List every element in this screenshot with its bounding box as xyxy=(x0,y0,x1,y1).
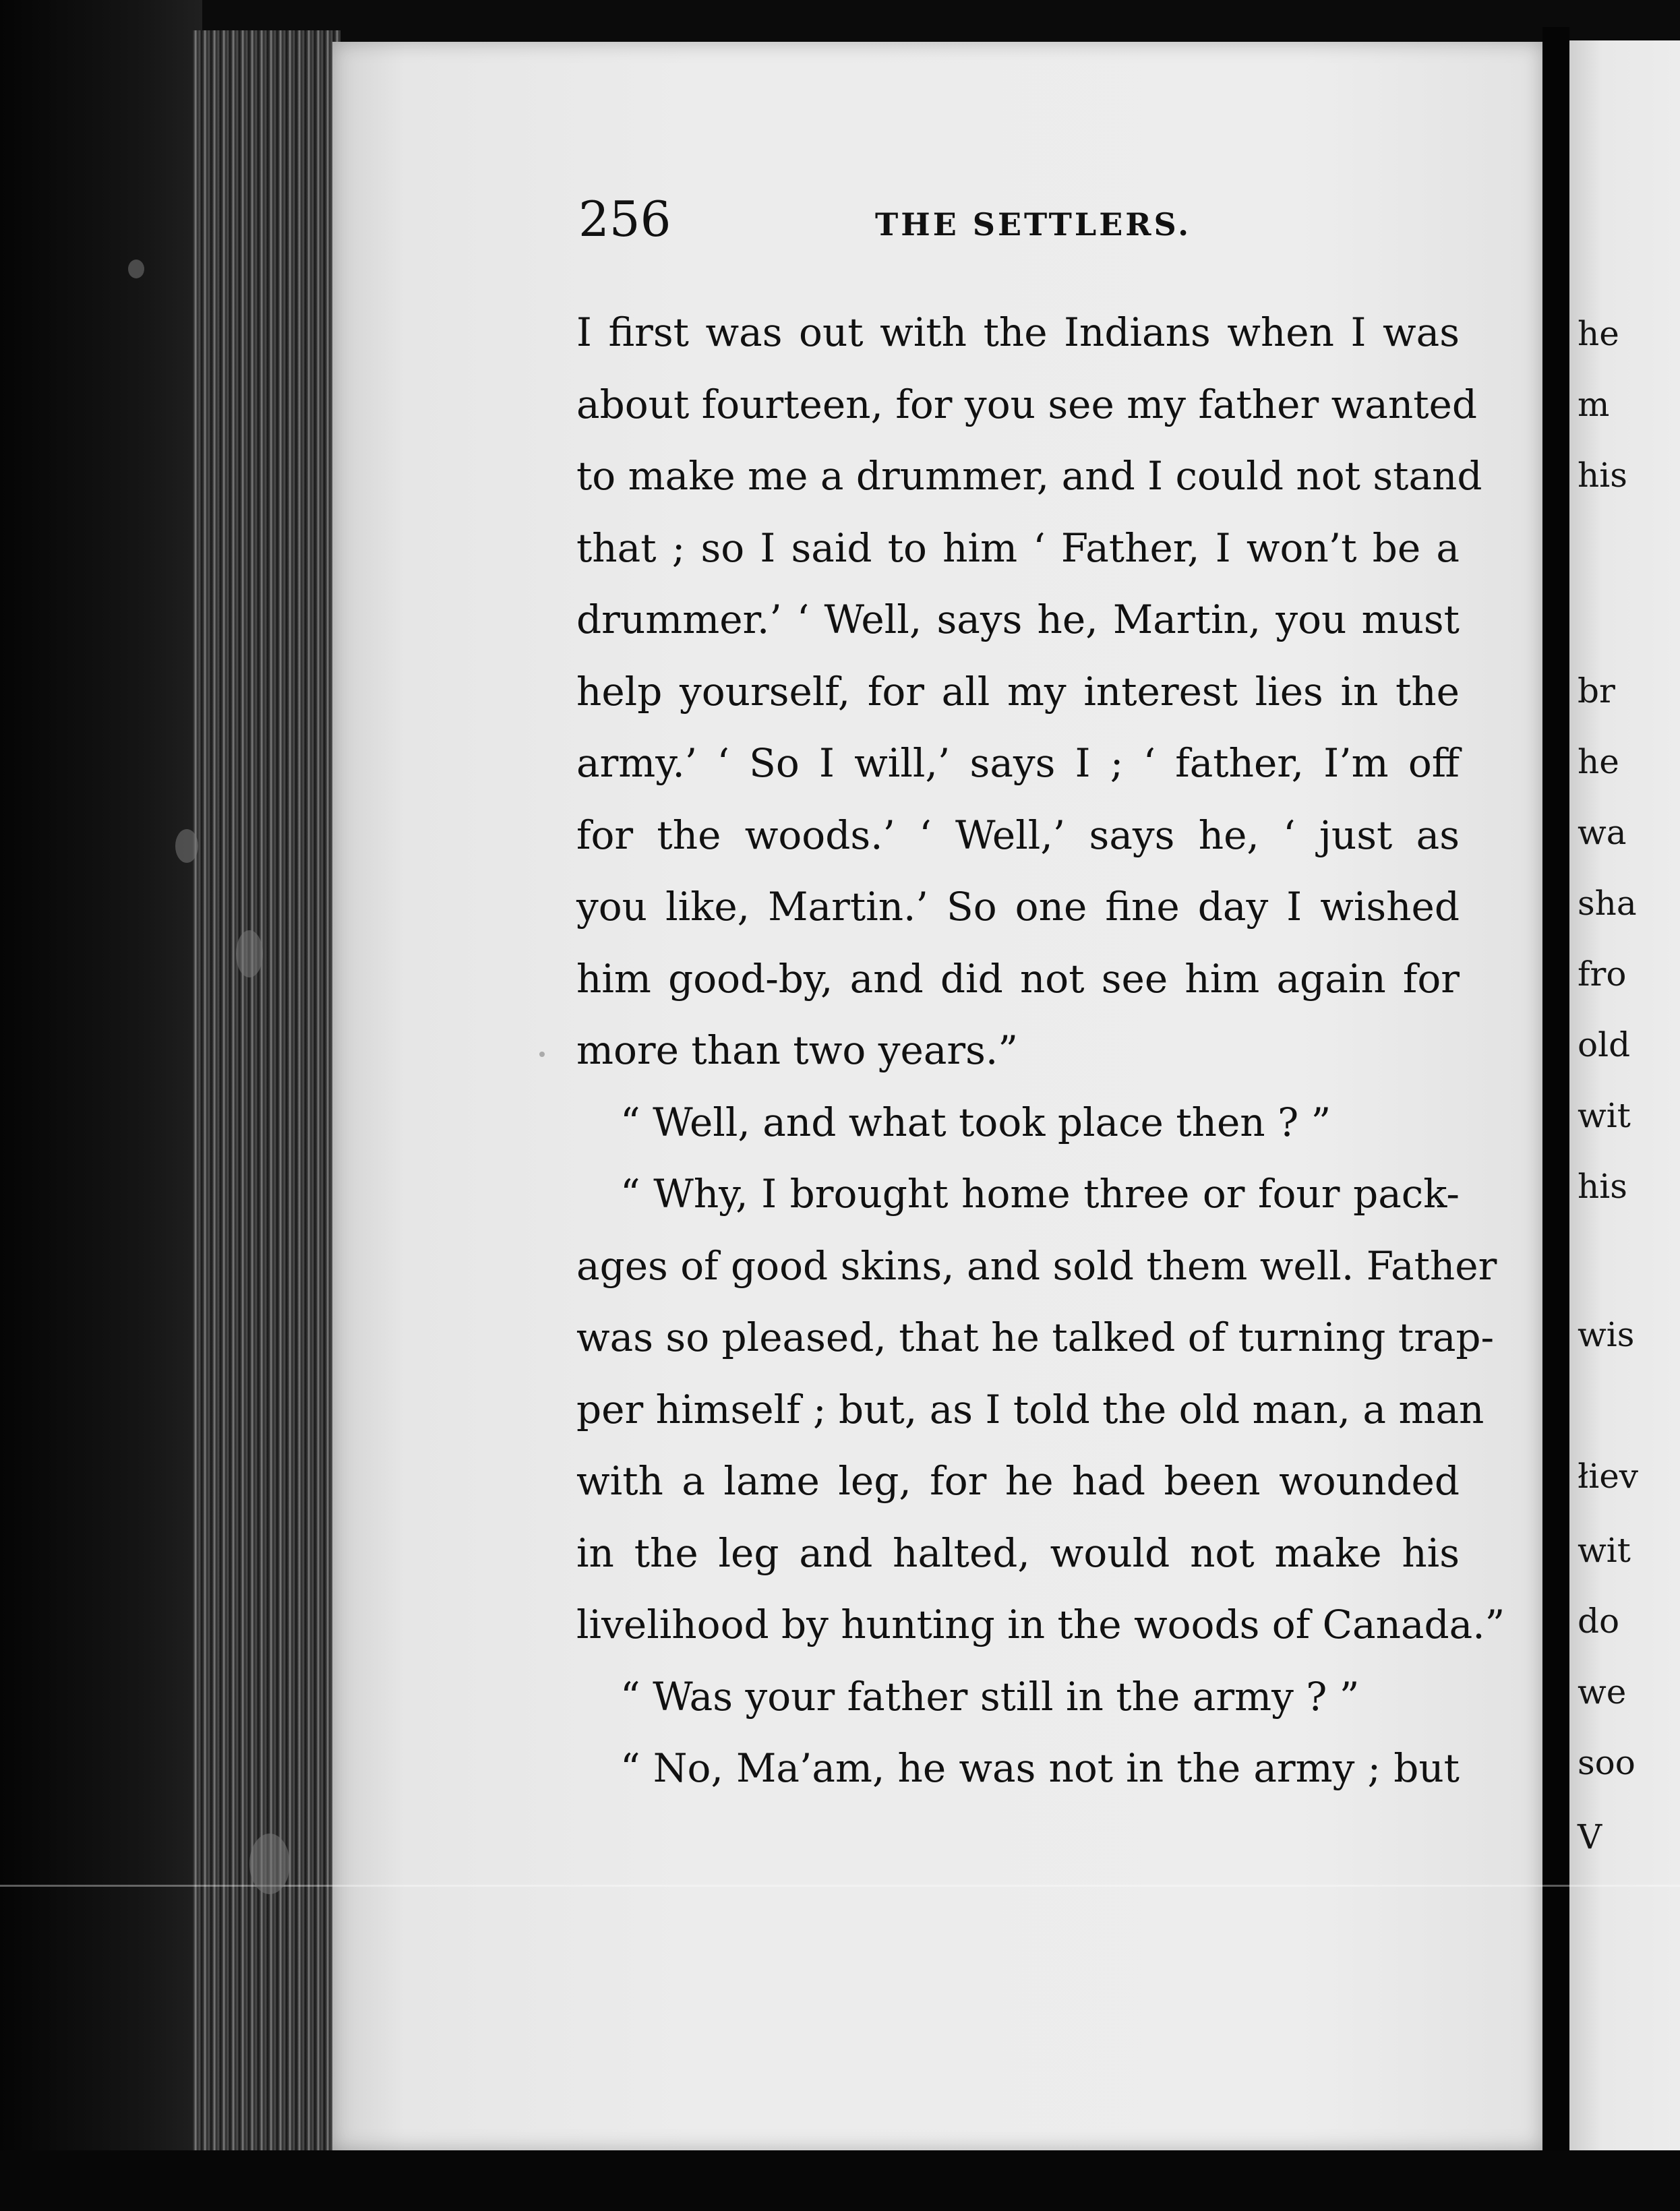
text-line: I first was out with the Indians when I was xyxy=(576,309,1460,355)
text-line: was so pleased, that he talked of turning trap- xyxy=(576,1314,1495,1360)
adjacent-page-fragment: wit xyxy=(1578,1531,1631,1570)
text-line: you like, Martin.’ So one fine day I wished xyxy=(576,884,1460,930)
adjacent-page-fragment: his xyxy=(1578,1167,1627,1206)
scan-smudge xyxy=(175,829,198,863)
text-line: “ Why, I brought home three or four pack- xyxy=(620,1171,1460,1217)
adjacent-page-fragment: sha xyxy=(1578,884,1637,923)
text-line: drummer.’ ‘ Well, says he, Martin, you must xyxy=(576,597,1460,642)
adjacent-page-fragment: do xyxy=(1578,1602,1620,1641)
body-text xyxy=(576,297,1505,1805)
adjacent-page-fragment: fro xyxy=(1578,955,1627,994)
text-line: in the leg and halted, would not make his xyxy=(576,1529,1460,1576)
text-line: “ No, Ma’am, he was not in the army ; but xyxy=(620,1745,1460,1791)
bottom-dark-band xyxy=(0,2150,1680,2211)
text-line: per himself ; but, as I told the old man, a man xyxy=(576,1386,1484,1432)
scan-smudge xyxy=(249,1834,290,1894)
page-number: 256 xyxy=(578,191,671,247)
adjacent-page-fragment: m xyxy=(1578,385,1610,424)
text-line: “ Was your father still in the army ? ” xyxy=(620,1673,1360,1720)
text-line: to make me a drummer, and I could not stand xyxy=(576,453,1482,499)
adjacent-page-fragment: wis xyxy=(1578,1315,1635,1354)
running-title: THE SETTLERS. xyxy=(875,206,1192,243)
scan-smudge xyxy=(128,260,144,278)
adjacent-page-fragment: his xyxy=(1578,456,1627,495)
text-line: livelihood by hunting in the woods of Canada.” xyxy=(576,1602,1505,1647)
text-line: “ Well, and what took place then ? ” xyxy=(620,1099,1331,1145)
text-line: ages of good skins, and sold them well. Father xyxy=(576,1242,1497,1289)
adjacent-page-fragment: soo xyxy=(1578,1743,1636,1782)
adjacent-page-fragment: he xyxy=(1578,742,1619,781)
text-line: that ; so I said to him ‘ Father, I won’t be a xyxy=(576,524,1460,571)
adjacent-page-fragment: wit xyxy=(1578,1096,1631,1135)
running-head xyxy=(578,189,1463,249)
adjacent-page-fragment: old xyxy=(1578,1025,1631,1064)
text-line: help yourself, for all my interest lies in the xyxy=(576,668,1460,715)
text-line: more than two years.” xyxy=(576,1027,1018,1073)
scan-smudge xyxy=(539,1052,545,1057)
text-line: army.’ ‘ So I will,’ says I ; ‘ father, I’m off xyxy=(576,740,1460,786)
adjacent-page-fragment: wa xyxy=(1578,813,1627,852)
dark-background xyxy=(0,0,202,2211)
text-line: about fourteen, for you see my father wanted xyxy=(576,381,1477,427)
adjacent-page-fragment: łiev xyxy=(1578,1457,1639,1496)
text-line: for the woods.’ ‘ Well,’ says he, ‘ just as xyxy=(576,812,1460,858)
scan-artifact-line xyxy=(0,1885,1680,1887)
text-line: with a lame leg, for he had been wounded xyxy=(576,1458,1460,1504)
scan-smudge xyxy=(236,930,263,977)
adjacent-page-fragment: we xyxy=(1578,1672,1627,1712)
adjacent-page-sliver xyxy=(1569,40,1680,2150)
adjacent-page-fragment: br xyxy=(1578,671,1615,710)
text-line: him good-by, and did not see him again for xyxy=(576,955,1460,1002)
book-gutter xyxy=(1542,27,1569,2164)
adjacent-page-fragment: he xyxy=(1578,314,1619,353)
adjacent-page-fragment: V xyxy=(1578,1817,1602,1856)
